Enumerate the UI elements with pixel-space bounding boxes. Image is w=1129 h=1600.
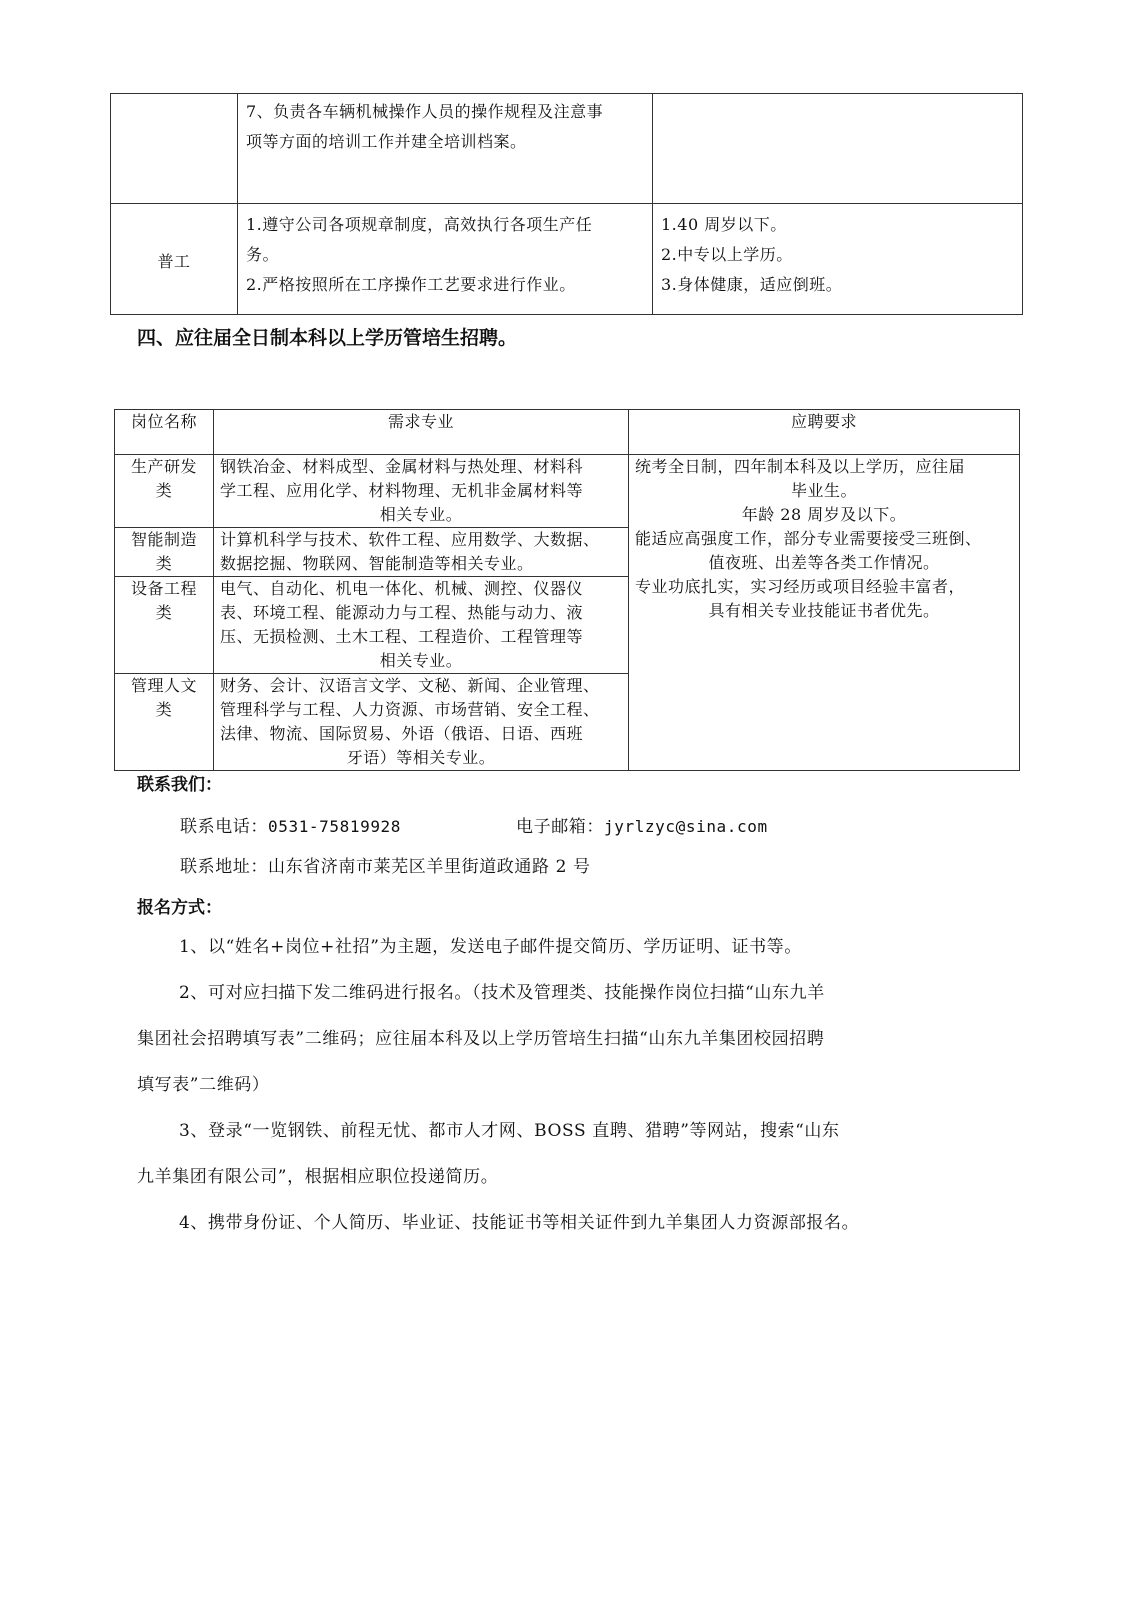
category-line: 设备工程 bbox=[130, 579, 197, 598]
major-line: 钢铁冶金、材料成型、金属材料与热处理、材料科 bbox=[220, 457, 584, 476]
category-cell bbox=[115, 577, 214, 674]
category-line: 类 bbox=[155, 700, 173, 719]
signup-item-1 bbox=[137, 924, 997, 970]
category-cell bbox=[115, 674, 214, 771]
category-line: 生产研发 bbox=[130, 457, 197, 476]
category-cell bbox=[115, 455, 214, 528]
major-line: 牙语）等相关专业。 bbox=[346, 748, 496, 767]
paragraph-line: 填写表”二维码） bbox=[137, 1075, 270, 1095]
duty-line: 务。 bbox=[246, 245, 280, 264]
address-value: 山东省济南市莱芜区羊里街道政通路 2 号 bbox=[268, 857, 591, 877]
signup-heading: 报名方式： bbox=[137, 898, 222, 918]
email-label: 电子邮箱： bbox=[516, 817, 604, 837]
requirement-cell bbox=[653, 204, 1023, 315]
paragraph: 1、以“姓名+岗位+社招”为主题，发送电子邮件提交简历、学历证明、证书等。 bbox=[179, 937, 802, 957]
major-line: 电气、自动化、机电一体化、机械、测控、仪器仪 bbox=[220, 579, 584, 598]
requirement-line: 2.中专以上学历。 bbox=[661, 245, 793, 264]
major-line: 表、环境工程、能源动力与工程、热能与动力、液 bbox=[220, 603, 584, 622]
contact-address bbox=[180, 852, 591, 877]
signup-item-3 bbox=[137, 1108, 997, 1200]
paragraph-line: 集团社会招聘填写表”二维码；应往届本科及以上学历管培生扫描“山东九羊集团校园招聘 bbox=[137, 1029, 825, 1049]
requirement-line: 统考全日制，四年制本科及以上学历，应往届 bbox=[635, 457, 966, 476]
duty-cell bbox=[238, 94, 653, 204]
paragraph-line: 2、可对应扫描下发二维码进行报名。（技术及管理类、技能操作岗位扫描“山东九羊 bbox=[179, 983, 825, 1003]
table-header-row bbox=[115, 410, 1020, 455]
requirement-line: 1.40 周岁以下。 bbox=[661, 215, 787, 234]
major-line: 财务、会计、汉语言文学、文秘、新闻、企业管理、 bbox=[220, 676, 600, 695]
column-header: 需求专业 bbox=[214, 410, 629, 455]
major-cell bbox=[214, 528, 629, 577]
requirement-cell bbox=[653, 94, 1023, 204]
requirement-line: 专业功底扎实，实习经历或项目经验丰富者， bbox=[635, 577, 966, 596]
category-line: 管理人文 bbox=[130, 676, 197, 695]
table-row bbox=[111, 204, 1023, 315]
duty-line: 7、负责各车辆机械操作人员的操作规程及注意事 bbox=[246, 102, 604, 121]
major-line: 相关专业。 bbox=[379, 505, 463, 524]
major-line: 压、无损检测、土木工程、工程造价、工程管理等 bbox=[220, 627, 584, 646]
duty-line: 项等方面的培训工作并建全培训档案。 bbox=[246, 132, 527, 151]
contact-heading: 联系我们： bbox=[137, 775, 222, 795]
contact-phone bbox=[180, 812, 401, 837]
requirement-line: 3.身体健康，适应倒班。 bbox=[661, 275, 843, 294]
position-cell: 普工 bbox=[111, 204, 238, 315]
email-address: jyrlzyc@sina.com bbox=[604, 817, 768, 836]
requirement-line: 年龄 28 周岁及以下。 bbox=[741, 505, 907, 524]
category-line: 类 bbox=[155, 481, 173, 500]
category-line: 类 bbox=[155, 554, 173, 573]
major-line: 数据挖掘、物联网、智能制造等相关专业。 bbox=[220, 554, 534, 573]
trainee-table bbox=[114, 409, 1020, 771]
duty-line: 1.遵守公司各项规章制度，高效执行各项生产任 bbox=[246, 215, 593, 234]
major-line: 计算机科学与技术、软件工程、应用数学、大数据、 bbox=[220, 530, 600, 549]
job-table-continued bbox=[110, 93, 1023, 315]
duty-line: 2.严格按照所在工序操作工艺要求进行作业。 bbox=[246, 275, 576, 294]
requirement-line: 毕业生。 bbox=[790, 481, 857, 500]
major-line: 法律、物流、国际贸易、外语（俄语、日语、西班 bbox=[220, 724, 584, 743]
major-cell bbox=[214, 674, 629, 771]
requirement-line: 值夜班、出差等各类工作情况。 bbox=[708, 553, 940, 572]
section-heading: 四、应往届全日制本科以上学历管培生招聘。 bbox=[137, 327, 518, 349]
requirement-cell bbox=[629, 455, 1020, 771]
duty-cell bbox=[238, 204, 653, 315]
column-header: 岗位名称 bbox=[115, 410, 214, 455]
paragraph: 4、携带身份证、个人简历、毕业证、技能证书等相关证件到九羊集团人力资源部报名。 bbox=[179, 1213, 860, 1233]
requirement-line: 能适应高强度工作，部分专业需要接受三班倒、 bbox=[635, 529, 982, 548]
position-cell bbox=[111, 94, 238, 204]
category-line: 智能制造 bbox=[130, 530, 197, 549]
phone-label: 联系电话： bbox=[180, 817, 268, 837]
major-cell bbox=[214, 455, 629, 528]
column-header: 应聘要求 bbox=[629, 410, 1020, 455]
signup-item-2 bbox=[137, 970, 997, 1108]
major-line: 学工程、应用化学、材料物理、无机非金属材料等 bbox=[220, 481, 584, 500]
table-row bbox=[115, 455, 1020, 528]
paragraph-line: 3、登录“一览钢铁、前程无忧、都市人才网、BOSS 直聘、猎聘”等网站，搜索“山东 bbox=[179, 1121, 840, 1141]
address-label: 联系地址： bbox=[180, 857, 268, 877]
major-line: 管理科学与工程、人力资源、市场营销、安全工程、 bbox=[220, 700, 600, 719]
requirement-line: 具有相关专业技能证书者优先。 bbox=[708, 601, 940, 620]
contact-email bbox=[516, 812, 768, 837]
paragraph-line: 九羊集团有限公司”，根据相应职位投递简历。 bbox=[137, 1167, 499, 1187]
signup-item-4 bbox=[137, 1200, 997, 1246]
table-row bbox=[111, 94, 1023, 204]
category-line: 类 bbox=[155, 603, 173, 622]
major-cell bbox=[214, 577, 629, 674]
phone-number: 0531-75819928 bbox=[268, 817, 402, 836]
category-cell bbox=[115, 528, 214, 577]
major-line: 相关专业。 bbox=[379, 651, 463, 670]
